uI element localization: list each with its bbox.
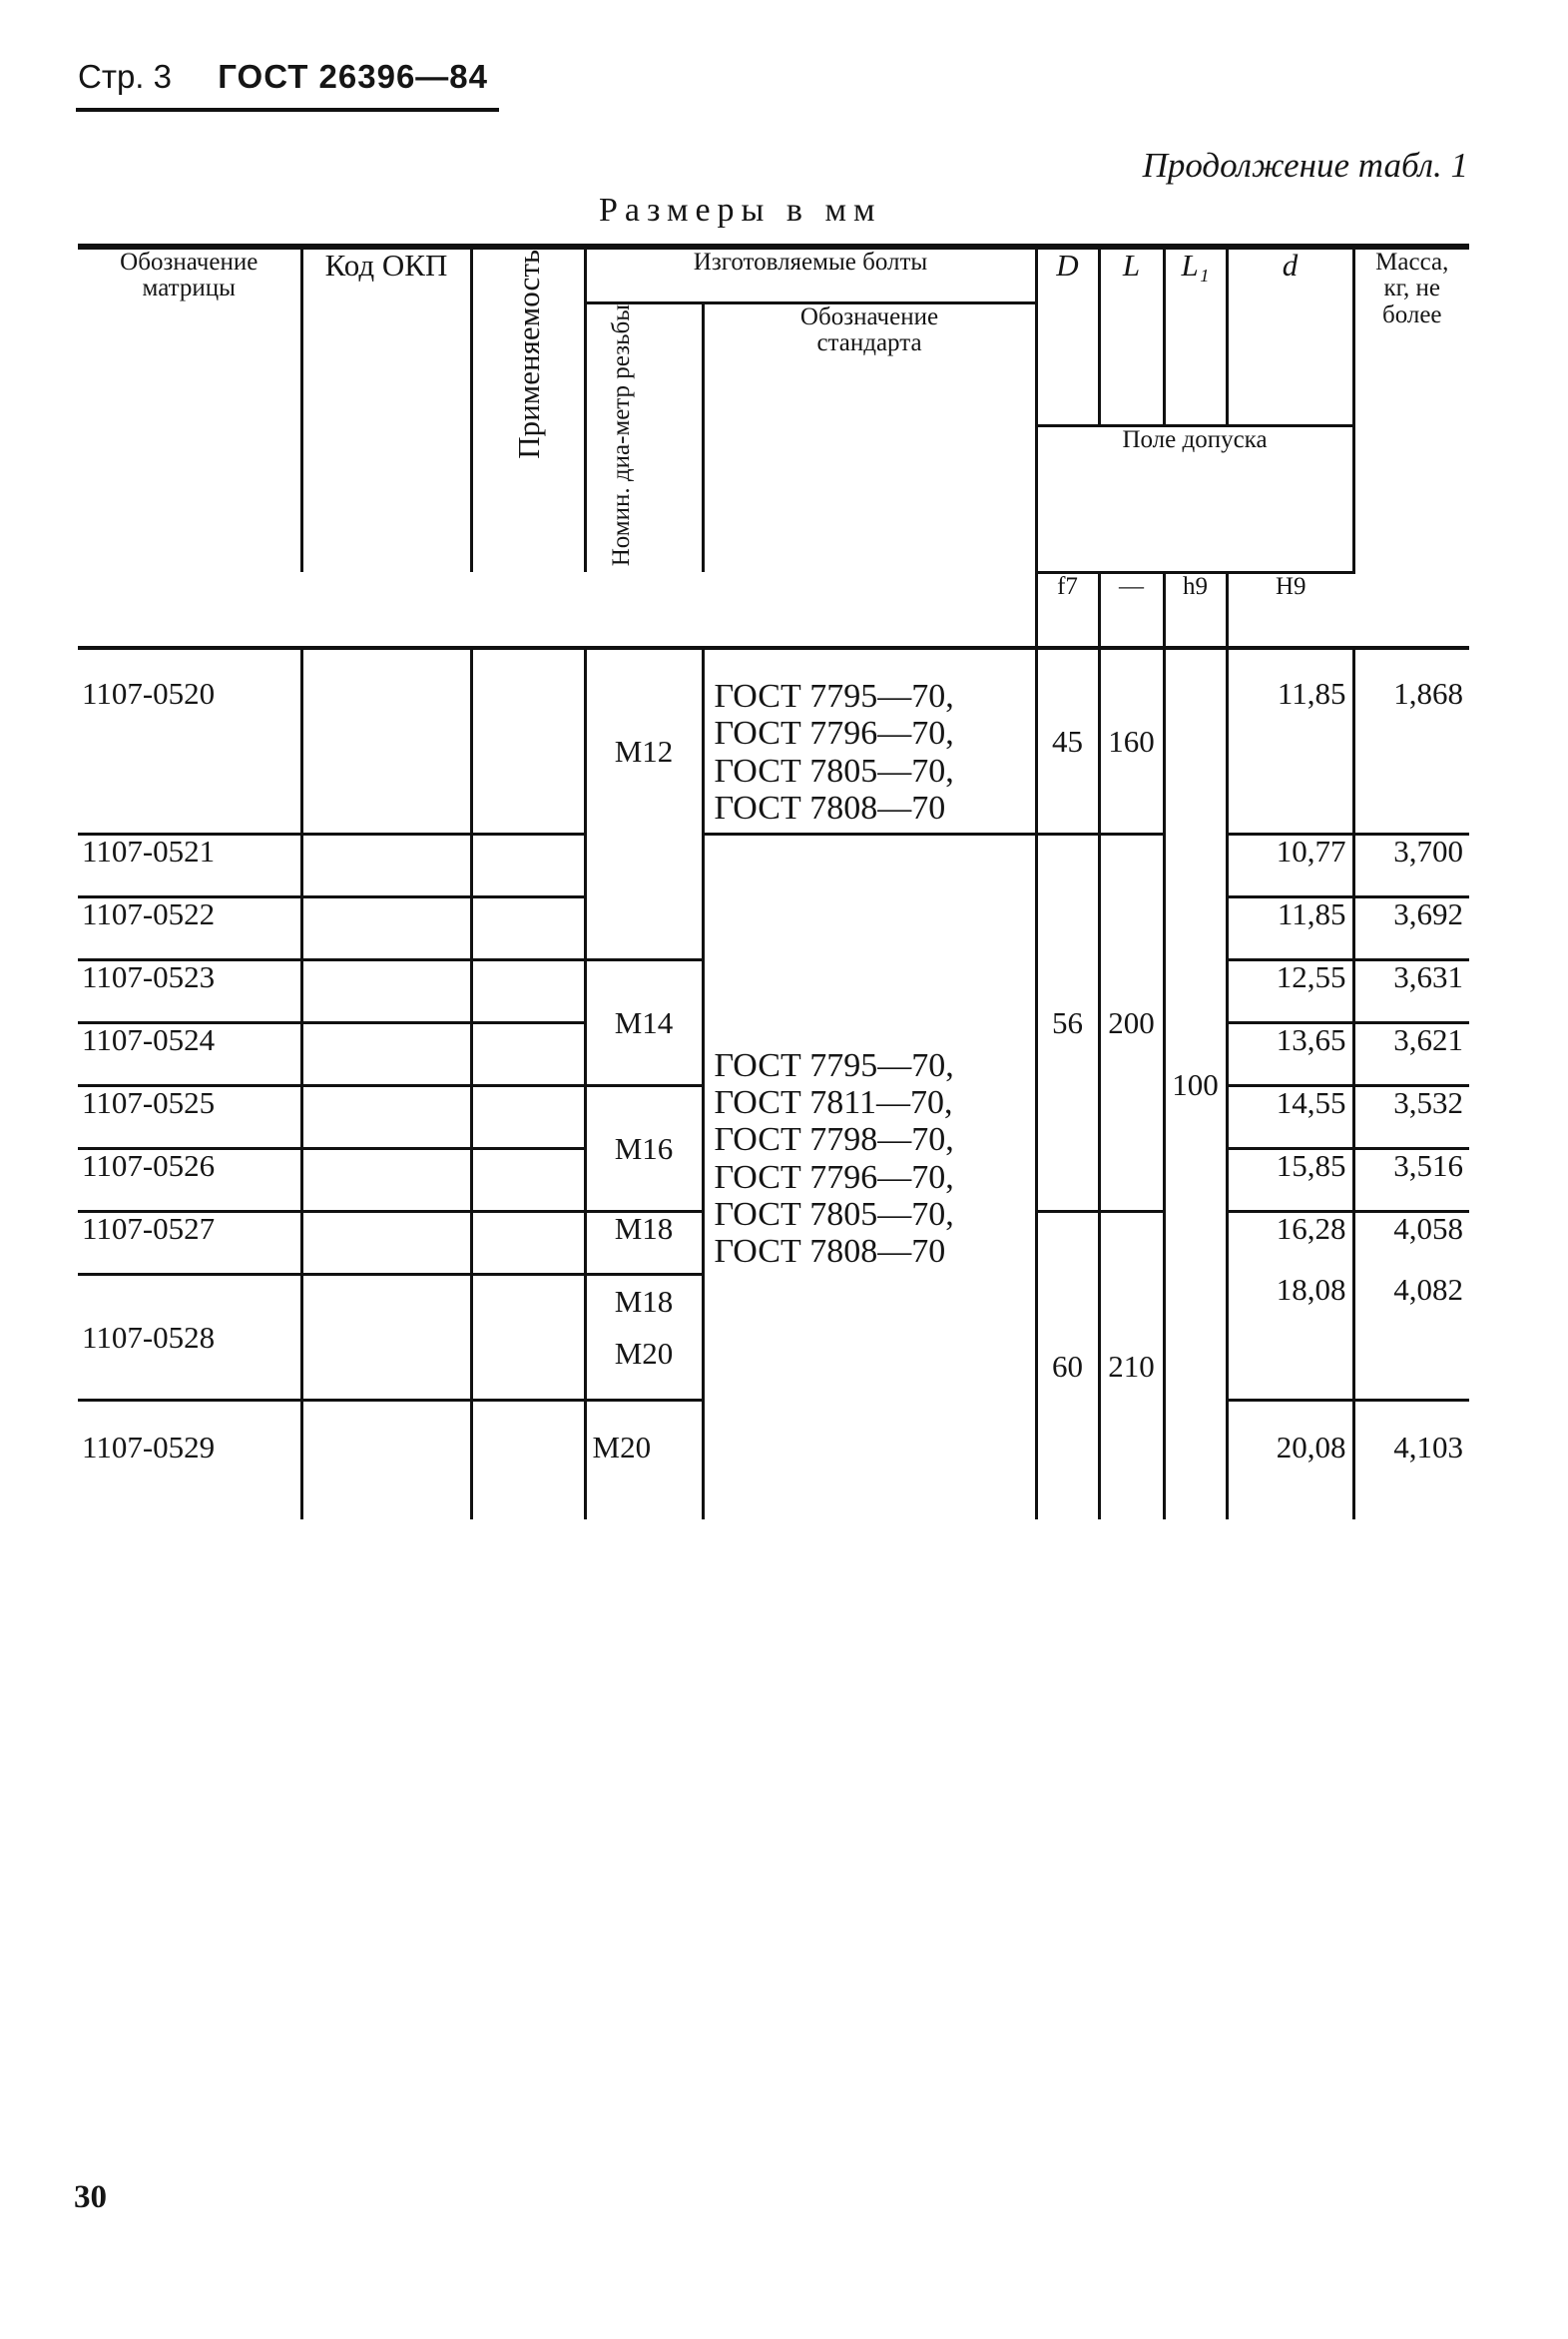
standards-cell: ГОСТ 7795—70, ГОСТ 7811—70, ГОСТ 7798—70, ГОСТ 7796—70, ГОСТ 7805—70, ГОСТ 7808—70: [703, 834, 1036, 1519]
D-cell: 56: [1036, 834, 1099, 1211]
mass-cell: 4,103: [1353, 1400, 1469, 1519]
tol-D: f7: [1036, 572, 1099, 648]
L-cell: 200: [1099, 834, 1164, 1211]
L-cell: 210: [1099, 1211, 1164, 1519]
d-cell: 12,55: [1227, 959, 1353, 1022]
applicability-cell: [471, 834, 585, 896]
applicability-cell: [471, 1022, 585, 1085]
applicability-cell: [471, 896, 585, 959]
header-tolerance-group: Поле допуска: [1036, 425, 1353, 572]
d-cell: 15,85: [1227, 1148, 1353, 1211]
mass-cell: 3,631: [1353, 959, 1469, 1022]
thread-cell: M16: [585, 1085, 703, 1211]
designation-cell: 1107-0522: [78, 896, 301, 959]
header-spacer: [78, 572, 1036, 648]
page-number: 30: [74, 2179, 107, 2215]
designation-cell: 1107-0527: [78, 1211, 301, 1274]
mass-cell: 3,621: [1353, 1022, 1469, 1085]
header-designation: Обозначение матрицы: [78, 247, 301, 572]
D-cell: 45: [1036, 648, 1099, 834]
header-standard: Обозначение стандарта: [703, 302, 1036, 572]
table-row: [78, 648, 1469, 834]
D-cell: 60: [1036, 1211, 1099, 1519]
okp-cell: [301, 1274, 471, 1400]
designation-cell: 1107-0528: [78, 1274, 301, 1400]
applicability-cell: [471, 959, 585, 1022]
standards-cell: ГОСТ 7795—70, ГОСТ 7796—70, ГОСТ 7805—70, ГОСТ 7808—70: [703, 648, 1036, 834]
mass-cell: 3,692: [1353, 896, 1469, 959]
d-cell: 11,85: [1227, 648, 1353, 834]
thread-cell: M18: [585, 1211, 703, 1274]
page-label: Стр. 3: [78, 58, 172, 95]
header-spacer-mass: [1353, 572, 1469, 648]
designation-cell: 1107-0529: [82, 1429, 216, 1464]
mass-cell: 1,868: [1353, 648, 1469, 834]
header-bolts-group: Изготовляемые болты: [585, 247, 1036, 302]
d-cell: 14,55: [1227, 1085, 1353, 1148]
okp-cell: [301, 1400, 471, 1519]
designation-cell: 1107-0520: [78, 648, 301, 834]
header-mass: Масса, кг, не более: [1353, 247, 1469, 572]
thread-cell: M12: [585, 648, 703, 959]
applicability-cell: [471, 1274, 585, 1400]
running-header: [78, 58, 488, 97]
okp-cell: [301, 1148, 471, 1211]
header-D: D: [1036, 247, 1099, 425]
d-cell: 10,77: [1227, 834, 1353, 896]
mass-cell: 4,082: [1353, 1274, 1469, 1400]
d-cell: 18,08: [1227, 1274, 1353, 1400]
designation-cell: 1107-0525: [78, 1085, 301, 1148]
thread-cell: M14: [585, 959, 703, 1085]
d-cell: 16,28: [1227, 1211, 1353, 1274]
okp-cell: [301, 896, 471, 959]
okp-cell: [301, 834, 471, 896]
thread-cell: M18 M20: [585, 1274, 703, 1400]
spec-table: [78, 244, 1469, 1519]
okp-cell: [301, 1211, 471, 1274]
tol-d: H9: [1227, 572, 1353, 648]
table-row: [78, 834, 1469, 896]
d-cell: 20,08: [1227, 1400, 1353, 1519]
header-L1: L₁: [1164, 247, 1227, 425]
tol-L: —: [1099, 572, 1164, 648]
applicability-cell: [471, 1400, 585, 1519]
header-L: L: [1099, 247, 1164, 425]
d-cell: 11,85: [1227, 896, 1353, 959]
thread-cell: M20: [585, 1400, 703, 1519]
okp-cell: [301, 1022, 471, 1085]
standard-number: ГОСТ 26396—84: [218, 58, 488, 95]
applicability-cell: [471, 648, 585, 834]
okp-cell: [301, 648, 471, 834]
mass-cell: 3,516: [1353, 1148, 1469, 1211]
designation-cell: 1107-0523: [78, 959, 301, 1022]
table-continuation-note: Продолжение табл. 1: [1142, 146, 1468, 185]
okp-cell: [301, 1085, 471, 1148]
applicability-cell: [471, 1211, 585, 1274]
mass-cell: 3,700: [1353, 834, 1469, 896]
mass-cell: 4,058: [1353, 1211, 1469, 1274]
designation-cell: 1107-0526: [78, 1148, 301, 1211]
okp-cell: [301, 959, 471, 1022]
header-thread: Номин. диа-метр резьбы: [585, 302, 703, 572]
tol-L1: h9: [1164, 572, 1227, 648]
L-cell: 160: [1099, 648, 1164, 834]
applicability-cell: [471, 1148, 585, 1211]
header-d: d: [1227, 247, 1353, 425]
designation-cell: 1107-0521: [78, 834, 301, 896]
d-cell: 13,65: [1227, 1022, 1353, 1085]
applicability-cell: [471, 1085, 585, 1148]
mass-cell: 3,532: [1353, 1085, 1469, 1148]
header-applicability: Применяемость: [471, 247, 585, 572]
header-okp: Код ОКП: [301, 247, 471, 572]
designation-cell: 1107-0524: [78, 1022, 301, 1085]
L1-cell: 100: [1164, 648, 1227, 1519]
units-caption: Размеры в мм: [599, 192, 882, 229]
header-rule: [76, 108, 499, 112]
